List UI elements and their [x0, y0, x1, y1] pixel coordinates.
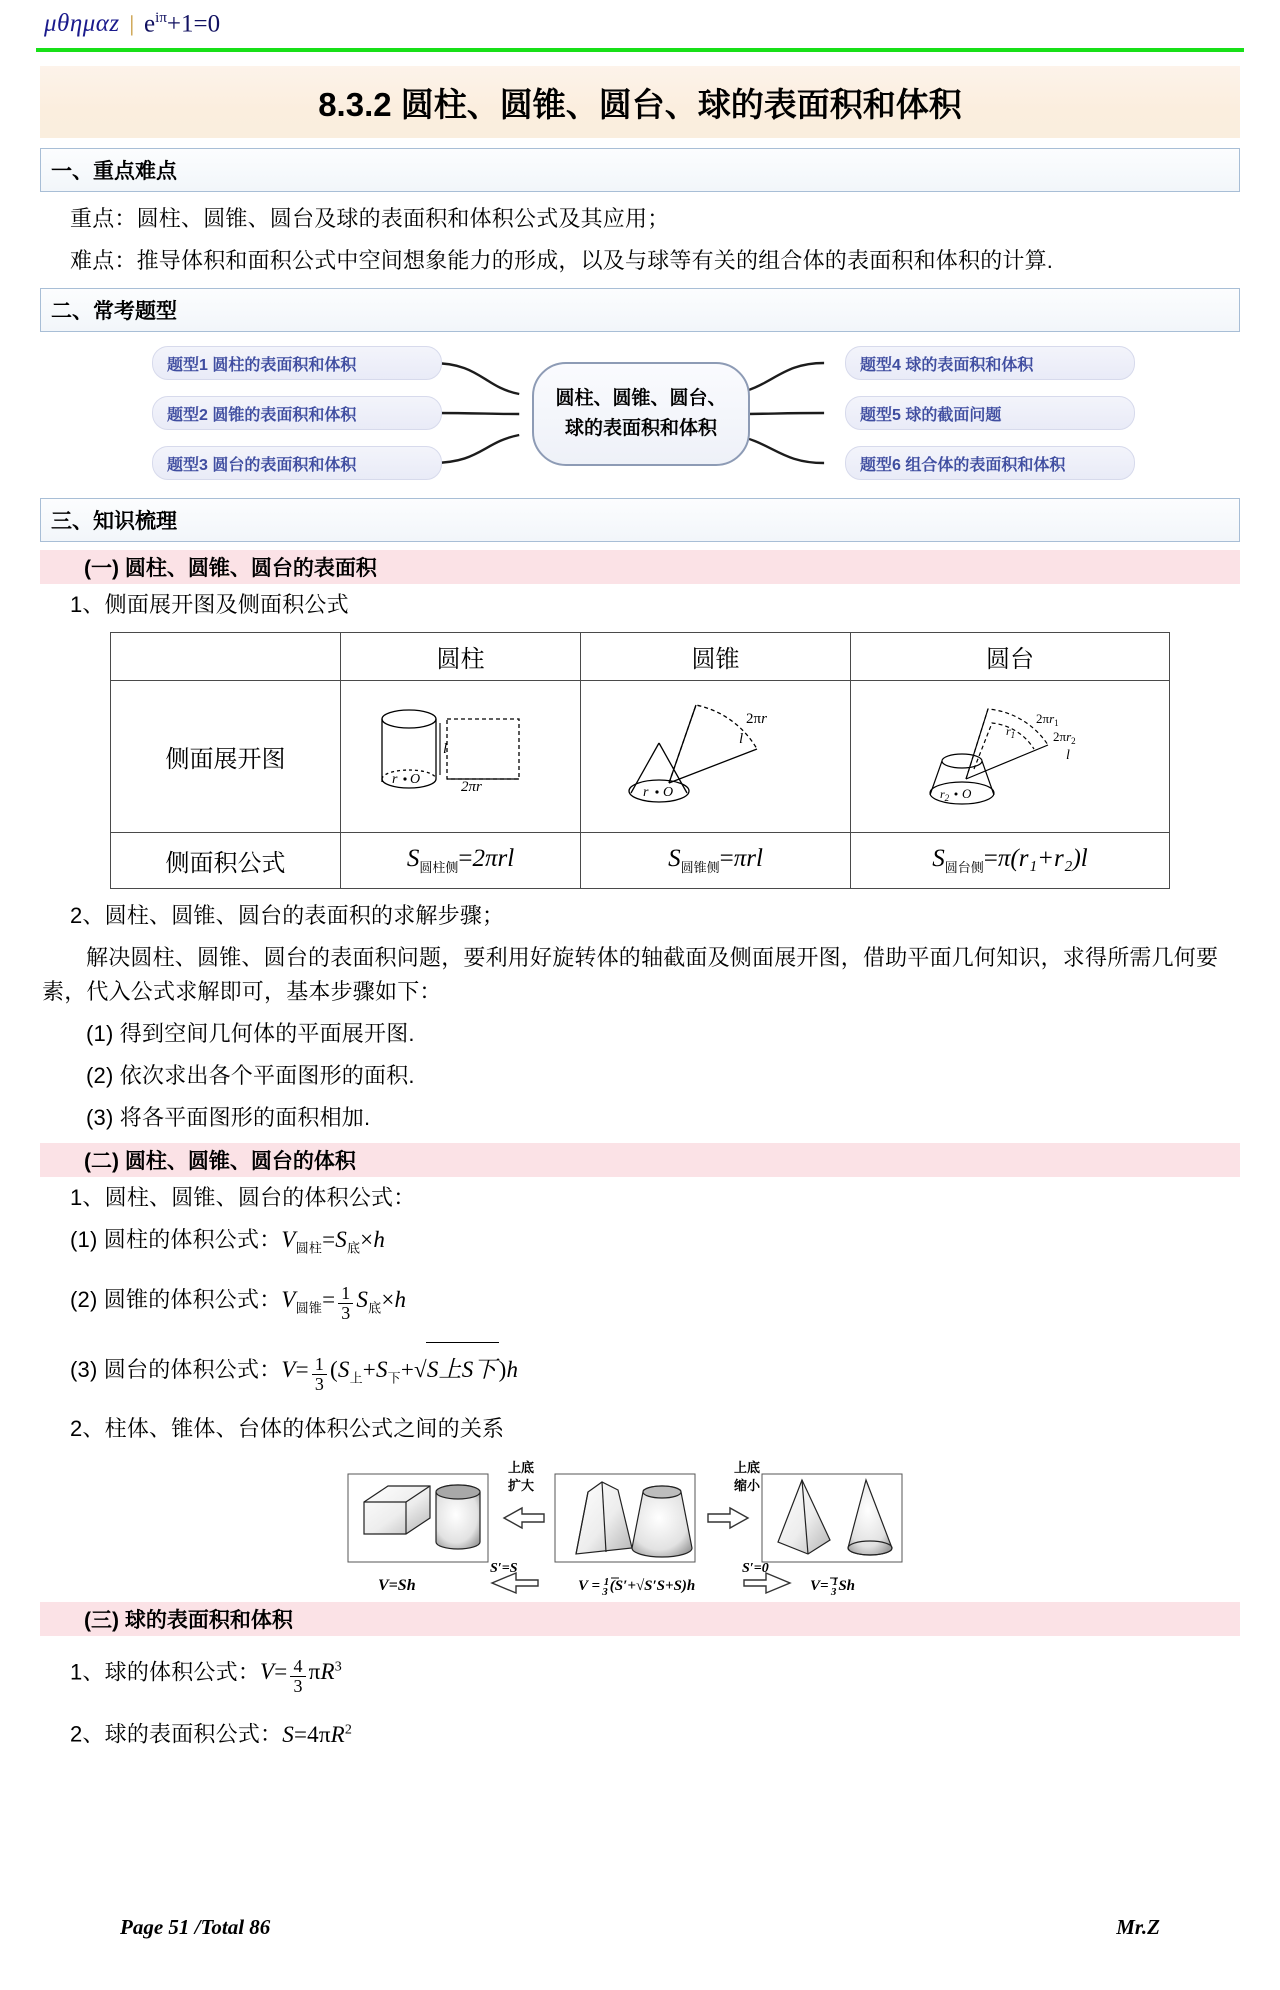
- table-header-row: [111, 633, 1170, 681]
- volume-formula-frustum-row: [42, 1342, 1238, 1406]
- left-volume-formula: V=Sh: [378, 1576, 416, 1594]
- table-shape-row: [111, 681, 1170, 833]
- section-bar-label-2: 二、常考题型: [51, 300, 177, 323]
- table-formula-row: [111, 833, 1170, 889]
- section-bar-key-points: [40, 148, 1240, 192]
- page-title: 8.3.2 圆柱、圆锥、圆台、球的表面积和体积: [318, 85, 962, 123]
- frustum-net-icon: [870, 683, 1150, 823]
- right-volume-formula: V= $^1$ 3 Sh: [810, 1575, 855, 1596]
- frustum-label-r2: $r_2$: [940, 787, 950, 803]
- cylinder-label-r: r: [391, 772, 397, 787]
- volume-formula-cone: $V_{圆锥}=$ $\frac{1}{3}$ $S_底\times h$: [281, 1283, 407, 1324]
- mindmap-node-right-2[interactable]: 题型5 球的截面问题: [845, 396, 1135, 430]
- table-header-cell-cylinder: 圆柱: [341, 633, 581, 681]
- solid-volume-relation-diagram: [340, 1456, 940, 1596]
- frustum-label-circ2: $2\pi r_2$: [1053, 729, 1076, 746]
- page-header: [36, 0, 1244, 52]
- left-condition-label: S′=S: [490, 1560, 518, 1576]
- sub2-item-2: 2、柱体、锥体、台体的体积公式之间的关系: [70, 1415, 505, 1441]
- page-footer: [0, 1915, 1280, 1940]
- sub2-item-1: 1、圆柱、圆锥、圆台的体积公式：: [70, 1185, 416, 1210]
- cone-label-circ: 2πr: [745, 711, 767, 727]
- mindmap-node-left-3[interactable]: 题型3 圆台的表面积和体积: [152, 446, 442, 480]
- sub1-step-3: (3) 将各平面图形的面积相加.: [86, 1105, 371, 1130]
- lateral-surface-table: [110, 632, 1170, 889]
- volume-formula-cylinder-label: (1) 圆柱的体积公式：: [70, 1227, 282, 1252]
- cone-label-r: r: [642, 785, 648, 800]
- subsection-heading-1: (一) 圆柱、圆锥、圆台的表面积: [40, 550, 1240, 584]
- key-points-line-2: 难点：推导体积和面积公式中空间想象能力的形成，以及与球等有关的组合体的表面积和体积的计算.: [70, 248, 1054, 273]
- subsection-heading-2: (二) 圆柱、圆锥、圆台的体积: [40, 1143, 1240, 1177]
- formula-frustum-lateral: $S_{圆台侧}=\pi(r_1+r_2)l$: [851, 833, 1170, 889]
- frustum-label-circ1: $2\pi r_1$: [1036, 711, 1059, 728]
- frustum-label-r1: $r_1$: [1006, 724, 1016, 740]
- mindmap-node-left-2[interactable]: 题型2 圆锥的表面积和体积: [152, 396, 442, 430]
- sub1-step-2: (2) 依次求出各个平面图形的面积.: [86, 1063, 415, 1088]
- table-header-cell-frustum: 圆台: [851, 633, 1170, 681]
- sphere-volume-formula: V= $\frac{4}{3}$ $\pi R^3$: [260, 1656, 342, 1697]
- sphere-surface-row: [42, 1708, 1238, 1757]
- mindmap-center-line-1: 圆柱、圆锥、圆台、: [555, 388, 727, 409]
- header-separator: |: [129, 11, 135, 36]
- volume-formula-frustum-label: (3) 圆台的体积公式：: [70, 1357, 282, 1383]
- frustum-label-o: O: [962, 786, 972, 801]
- frustum-label-l: l: [1066, 748, 1070, 763]
- subsection-heading-3: (三) 球的表面积和体积: [40, 1602, 1240, 1636]
- table-row-label-unfold: 侧面展开图: [111, 681, 341, 833]
- section-bar-label-3: 三、知识梳理: [51, 510, 177, 533]
- formula-cylinder-lateral: $S_{圆柱侧}=2\pi rl$: [341, 833, 581, 889]
- volume-formula-cylinder: $V_{圆柱}=S_底\times h$: [281, 1227, 386, 1256]
- section-bar-label-1: 一、重点难点: [51, 160, 177, 183]
- sub1-paragraph: 解决圆柱、圆锥、圆台的表面积问题，要利用好旋转体的轴截面及侧面展开图，借助平面几何知识，求得所需几何要素，代入公式求解即可，基本步骤如下：: [42, 945, 1219, 1004]
- cone-unfold-figure: [581, 681, 851, 833]
- sub1-item-2: 2、圆柱、圆锥、圆台的表面积的求解步骤；: [70, 903, 505, 928]
- mindmap-center-node[interactable]: [532, 362, 750, 466]
- sphere-volume-row: [42, 1640, 1238, 1701]
- section-bar-common-types: [40, 288, 1240, 332]
- table-header-cell-cone: 圆锥: [581, 633, 851, 681]
- footer-author: Mr.Z: [1116, 1915, 1160, 1939]
- cone-label-o: O: [662, 785, 673, 800]
- cylinder-label-circ: 2πr: [460, 779, 482, 795]
- title-band: [40, 66, 1240, 138]
- cylinder-label-l: l: [442, 741, 447, 757]
- section-bar-knowledge: [40, 498, 1240, 542]
- mindmap-node-left-1[interactable]: 题型1 圆柱的表面积和体积: [152, 346, 442, 380]
- right-arrow-label-line2: 缩小: [734, 1477, 761, 1493]
- sub1-item-1: 1、侧面展开图及侧面积公式: [70, 592, 349, 617]
- volume-formula-frustum: V= $\frac{1}{3}$ ($S_上+S_下+√S$上S下)h: [281, 1357, 518, 1382]
- volume-formula-cone-row: [42, 1274, 1238, 1335]
- cone-net-icon: [591, 683, 841, 823]
- volume-formula-cylinder-row: [42, 1223, 1238, 1266]
- site-logo: μθημαz: [44, 10, 120, 37]
- cylinder-label-o: O: [409, 772, 420, 787]
- table-header-cell-0: [111, 633, 341, 681]
- relation-diagram-svg: [340, 1456, 940, 1596]
- right-arrow-label-line1: 上底: [734, 1459, 761, 1475]
- footer-page-number: Page 51 /Total 86: [120, 1915, 271, 1939]
- mindmap-diagram: [40, 342, 1240, 490]
- cylinder-net-icon: [351, 683, 571, 823]
- sphere-volume-label: 1、球的体积公式：: [70, 1659, 261, 1685]
- sphere-surface-label: 2、球的表面积公式：: [70, 1722, 283, 1748]
- left-arrow-label-line1: 上底: [508, 1459, 535, 1475]
- sphere-surface-formula: $S=4\pi R^2$: [282, 1722, 353, 1748]
- sub1-step-1: (1) 得到空间几何体的平面展开图.: [86, 1021, 415, 1046]
- center-volume-formula: V = $^1$ 3 (S′+√S′S+S)h: [578, 1575, 696, 1596]
- formula-cone-lateral: $S_{圆锥侧}=\pi rl$: [581, 833, 851, 889]
- frustum-unfold-figure: [851, 681, 1170, 833]
- mindmap-center-line-2: 球的表面积和体积: [564, 418, 717, 439]
- header-equation: $e^{i\pi}+1=0$: [144, 9, 221, 38]
- left-arrow-label-line2: 扩大: [508, 1477, 535, 1493]
- cylinder-unfold-figure: [341, 681, 581, 833]
- volume-formula-cone-label: (2) 圆锥的体积公式：: [70, 1286, 282, 1312]
- right-condition-label: S′=0: [742, 1560, 769, 1576]
- key-points-line-1: 重点：圆柱、圆锥、圆台及球的表面积和体积公式及其应用；: [70, 206, 670, 231]
- mindmap-node-right-3[interactable]: 题型6 组合体的表面积和体积: [845, 446, 1135, 480]
- mindmap-node-right-1[interactable]: 题型4 球的表面积和体积: [845, 346, 1135, 380]
- cone-label-l: l: [738, 731, 743, 747]
- table-row-label-formula: 侧面积公式: [111, 833, 341, 889]
